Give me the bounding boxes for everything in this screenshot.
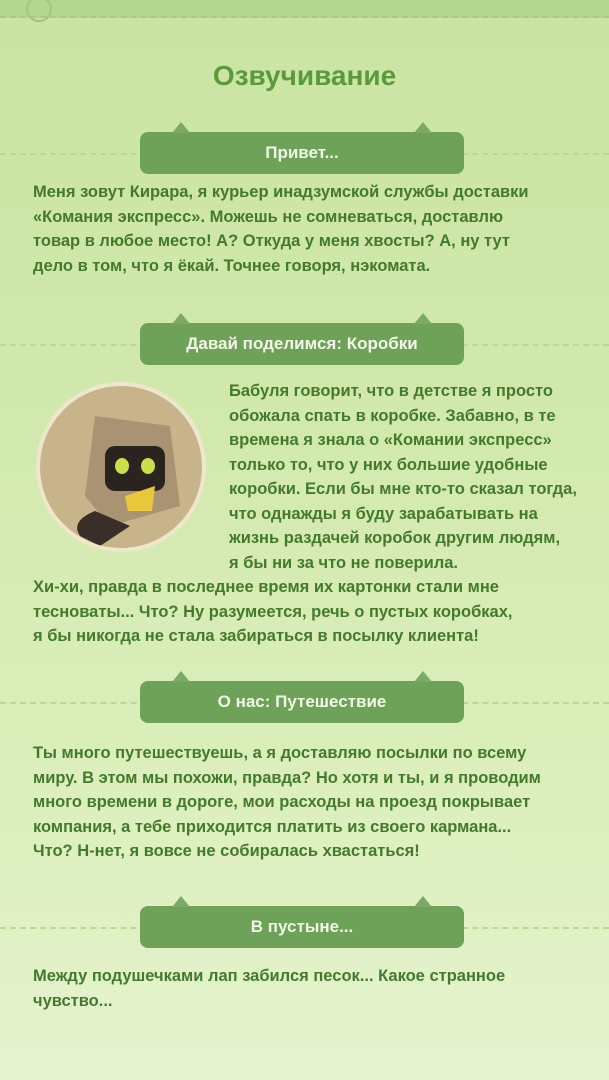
- section-text: [33, 964, 505, 1013]
- text-line: Ты много путешествуешь, а я доставляю посылки по всему: [33, 744, 527, 762]
- text-line: «Комания экспресс». Можешь не сомневаться, доставлю: [33, 207, 504, 226]
- text-line: дело в том, что я ёкай. Точнее говоря, нэкомата.: [33, 256, 431, 275]
- top-bar: [0, 0, 609, 18]
- text-line: миру. В этом мы похожи, правда? Но хотя и ты, и я проводим: [33, 768, 541, 787]
- text-line: я бы ни за что не поверила.: [229, 553, 458, 572]
- section-heading: Давай поделимся: Коробки: [140, 323, 464, 365]
- section-heading: В пустыне...: [140, 906, 464, 948]
- section-text: [33, 180, 529, 278]
- section-heading: О нас: Путешествие: [140, 681, 464, 723]
- compass-icon: [26, 0, 52, 22]
- page-title: Озвучивание: [212, 60, 397, 91]
- text-line: чувство...: [33, 991, 113, 1010]
- text-line: Что? Н-нет, я вовсе не собиралась хвастаться!: [33, 842, 420, 860]
- text-line: Бабуля говорит, что в детстве я просто: [229, 382, 553, 400]
- text-line: только то, что у них большие удобные: [229, 455, 548, 474]
- text-line: коробки. Если бы мне кто-то сказал тогда,: [229, 480, 577, 498]
- text-line: что однажды я буду зарабатывать на: [229, 504, 538, 523]
- text-line: товар в любое место! А? Откуда у меня хвосты? А, ну тут: [33, 232, 510, 250]
- text-line: много времени в дороге, мои расходы на проезд покрывает: [33, 793, 531, 811]
- kirara-box-avatar: [36, 382, 206, 552]
- text-line: Меня зовут Кирара, я курьер инадзумской службы доставки: [33, 183, 529, 201]
- section-heading: Привет...: [140, 132, 464, 174]
- text-line: обожала спать в коробке. Забавно, в те: [229, 406, 556, 425]
- section-text-side: [229, 379, 577, 575]
- section-text: [33, 741, 541, 864]
- text-line: жизнь раздачей коробок другим людям,: [229, 529, 561, 547]
- text-line: Между подушечками лап забился песок... Какое странное: [33, 967, 506, 985]
- text-line: времена я знала о «Комании экспресс»: [229, 431, 552, 449]
- text-line: я бы никогда не стала забираться в посылку клиента!: [33, 627, 479, 645]
- text-line: компания, а тебе приходится платить из своего кармана...: [33, 817, 512, 836]
- text-line: Хи-хи, правда в последнее время их картонки стали мне: [33, 578, 499, 596]
- text-line: тесноваты... Что? Ну разумеется, речь о пустых коробках,: [33, 602, 513, 621]
- section-text: [33, 575, 512, 649]
